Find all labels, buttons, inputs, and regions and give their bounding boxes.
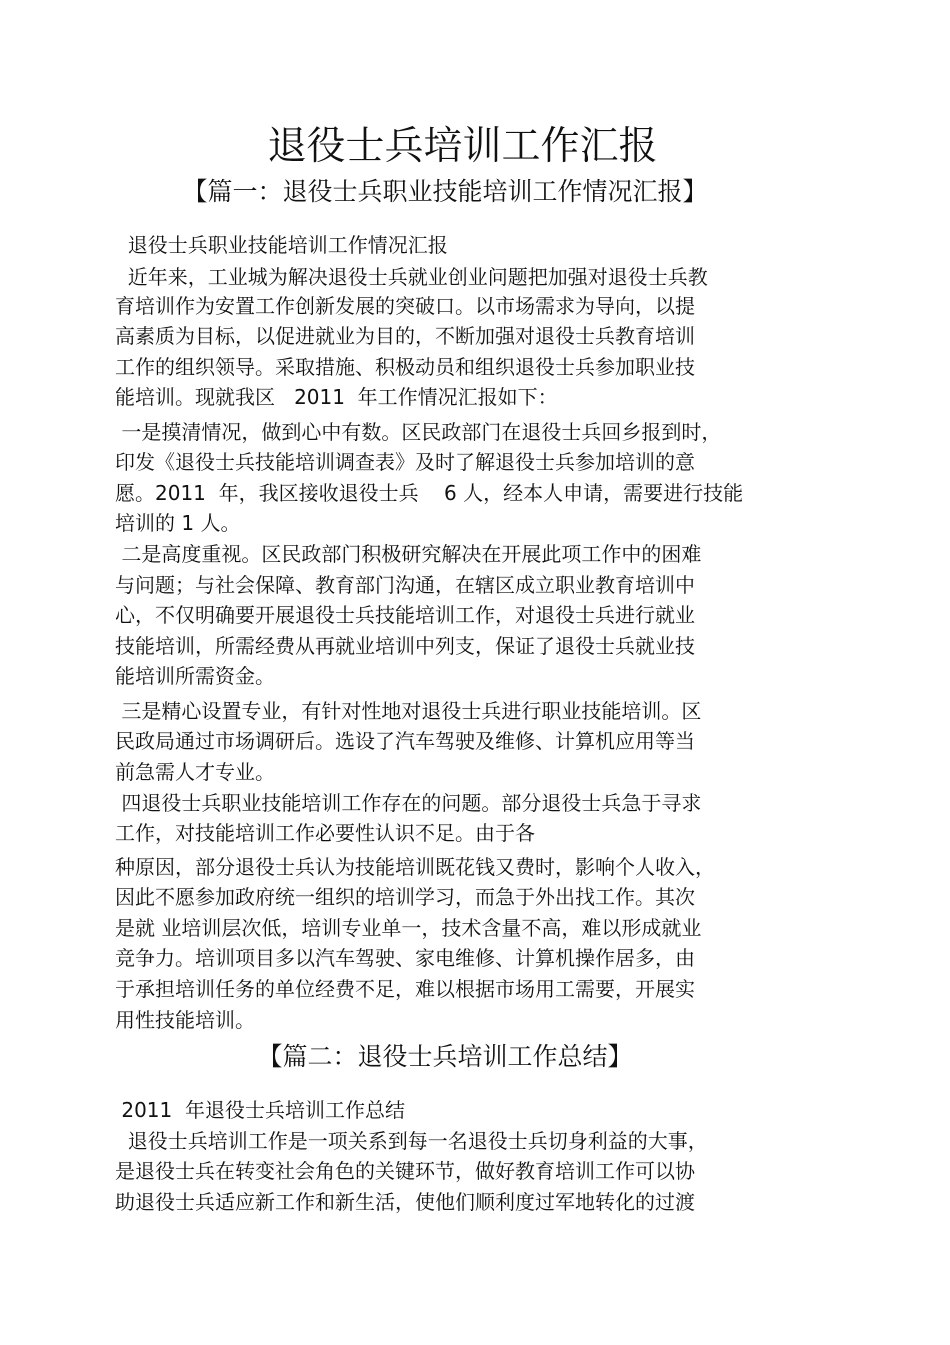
section1-line: 二是高度重视。区民政部门积极研究解决在开展此项工作中的困难	[115, 542, 702, 566]
section1-line: 一是摸清情况，做到心中有数。区民政部门在退役士兵回乡报到时，	[115, 420, 722, 444]
section1-line: 近年来，工业城为解决退役士兵就业创业问题把加强对退役士兵教	[115, 265, 708, 289]
section1-line: 前急需人才专业。	[115, 760, 275, 784]
document-title: 退役士兵培训工作汇报	[267, 124, 658, 169]
section1-line: 用性技能培训。	[115, 1008, 255, 1032]
section1-line: 因此不愿参加政府统一组织的培训学习，而急于外出找工作。其次	[115, 885, 695, 909]
section2-line: 是退役士兵在转变社会角色的关键环节，做好教育培训工作可以协	[115, 1159, 695, 1183]
section1-line: 是就 业培训层次低，培训专业单一，技术含量不高，难以形成就业	[115, 916, 702, 940]
section1-line: 民政局通过市场调研后。选设了汽车驾驶及维修、计算机应用等当	[115, 729, 695, 753]
section1-line: 能培训所需资金。	[115, 664, 275, 688]
section2-line: 退役士兵培训工作是一项关系到每一名退役士兵切身利益的大事，	[115, 1129, 708, 1153]
section1-line: 培训的 1 人。	[115, 511, 241, 535]
section1-line: 心，不仅明确要开展退役士兵技能培训工作，对退役士兵进行就业	[115, 603, 695, 627]
section1-line: 竞争力。培训项目多以汽车驾驶、家电维修、计算机操作居多，由	[115, 946, 695, 970]
section1-line: 工作，对技能培训工作必要性认识不足。由于各	[115, 821, 535, 845]
section1-line: 育培训作为安置工作创新发展的突破口。以市场需求为导向，以提	[115, 294, 695, 318]
section1-line: 印发《退役士兵技能培训调查表》及时了解退役士兵参加培训的意	[115, 450, 695, 474]
section1-line: 能培训。现就我区 2011 年工作情况汇报如下：	[115, 385, 558, 409]
section1-line: 高素质为目标，以促进就业为目的，不断加强对退役士兵教育培训	[115, 324, 695, 348]
section1-heading: 【篇一：退役士兵职业技能培训工作情况汇报】	[182, 177, 708, 206]
section1-line: 退役士兵职业技能培训工作情况汇报	[115, 233, 448, 257]
section1-line: 种原因，部分退役士兵认为技能培训既花钱又费时，影响个人收入，	[115, 855, 715, 879]
section2-line: 助退役士兵适应新工作和新生活，使他们顺利度过军地转化的过渡	[115, 1190, 695, 1214]
section1-line: 工作的组织领导。采取措施、积极动员和组织退役士兵参加职业技	[115, 355, 695, 379]
section1-line: 四退役士兵职业技能培训工作存在的问题。部分退役士兵急于寻求	[115, 791, 702, 815]
section2-heading: 【篇二：退役士兵培训工作总结】	[257, 1042, 633, 1071]
section1-line: 三是精心设置专业，有针对性地对退役士兵进行职业技能培训。区	[115, 699, 702, 723]
section1-line: 技能培训，所需经费从再就业培训中列支，保证了退役士兵就业技	[115, 634, 695, 658]
section1-line: 与问题；与社会保障、教育部门沟通，在辖区成立职业教育培训中	[115, 573, 695, 597]
section1-line: 愿。2011 年，我区接收退役士兵 6 人，经本人申请，需要进行技能	[115, 481, 744, 505]
section2-line: 2011 年退役士兵培训工作总结	[115, 1098, 405, 1122]
section1-line: 于承担培训任务的单位经费不足，难以根据市场用工需要，开展实	[115, 977, 695, 1001]
